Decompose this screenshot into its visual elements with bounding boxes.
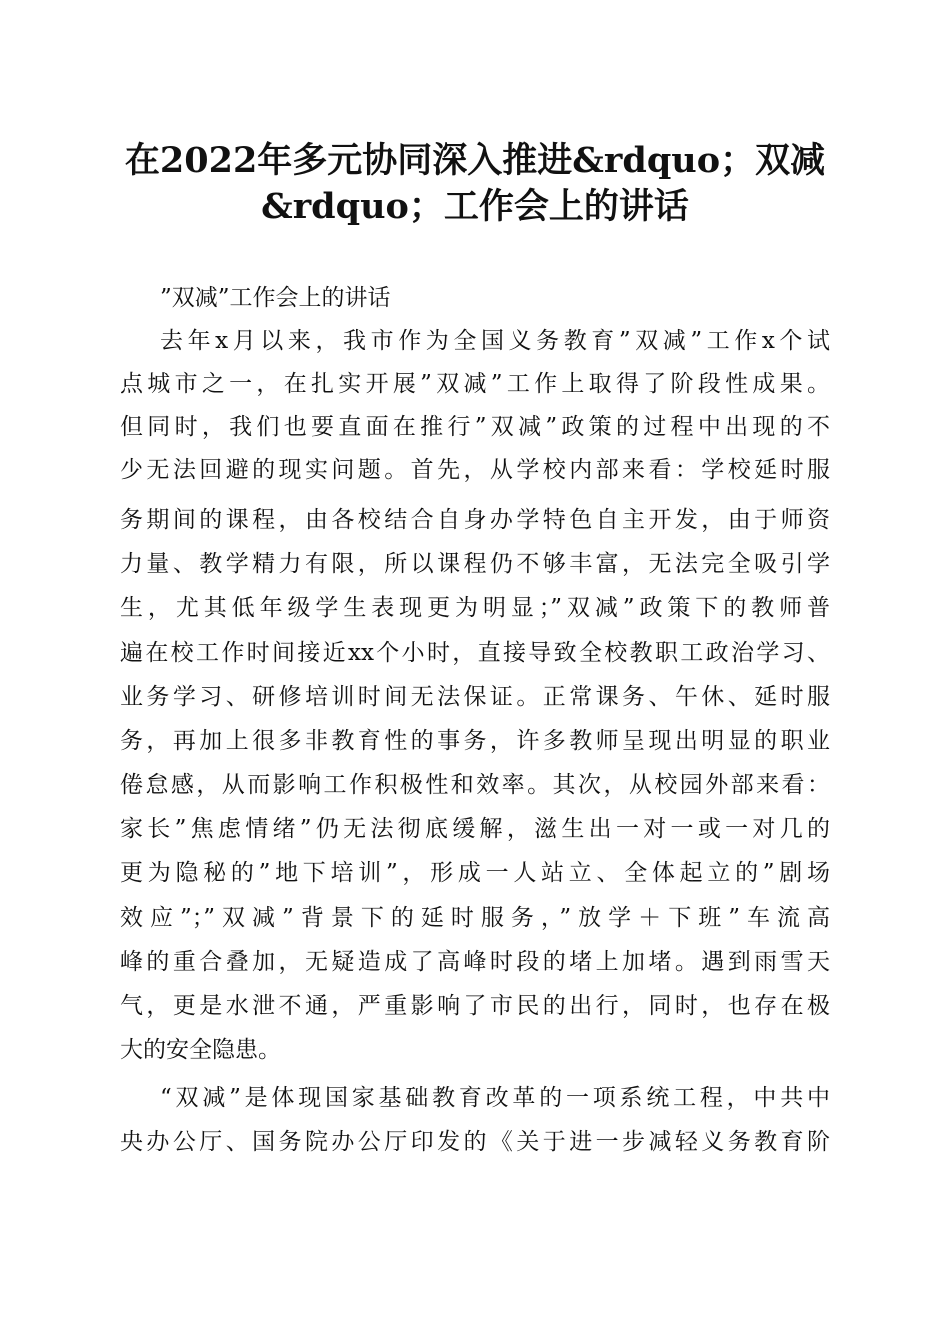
body-line: 家长”焦虑情绪”仍无法彻底缓解，滋生出一对一或一对几的 <box>120 816 830 842</box>
body-line: 气，更是水泄不通，严重影响了市民的出行，同时，也存在极 <box>120 993 830 1019</box>
body-line: “双减”是体现国家基础教育改革的一项系统工程，中共中 <box>160 1085 830 1111</box>
body-line: ”双减”工作会上的讲话 <box>160 285 391 311</box>
body-line: 遍在校工作时间接近xx个小时，直接导致全校教职工政治学习、 <box>120 640 830 666</box>
document-title-line-1: 在2022年多元协同深入推进&rdquo；双减 <box>124 140 826 181</box>
body-line: 大的安全隐患。 <box>120 1037 281 1063</box>
body-line: 更为隐秘的”地下培训”，形成一人站立、全体起立的”剧场 <box>120 860 830 886</box>
body-line: 生，尤其低年级学生表现更为明显；”双减”政策下的教师普 <box>120 595 830 621</box>
body-line: 央办公厅、国务院办公厅印发的《关于进一步减轻义务教育阶 <box>120 1129 830 1155</box>
body-line: 务，再加上很多非教育性的事务，许多教师呈现出明显的职业 <box>120 728 830 754</box>
body-line: 去年x月以来，我市作为全国义务教育”双减”工作x个试 <box>160 328 830 354</box>
body-line: 务期间的课程，由各校结合自身办学特色自主开发，由于师资 <box>120 507 830 533</box>
body-line: 效应”；”双减”背景下的延时服务，”放学＋下班”车流高 <box>120 905 830 931</box>
body-line: 力量、教学精力有限，所以课程仍不够丰富，无法完全吸引学 <box>120 551 830 577</box>
body-line: 点城市之一，在扎实开展”双减”工作上取得了阶段性成果。 <box>120 371 830 397</box>
body-line: 业务学习、研修培训时间无法保证。正常课务、午休、延时服 <box>120 684 830 710</box>
body-line: 少无法回避的现实问题。首先，从学校内部来看：学校延时服 <box>120 457 830 483</box>
body-line: 倦怠感，从而影响工作积极性和效率。其次，从校园外部来看： <box>120 772 830 798</box>
body-line: 峰的重合叠加，无疑造成了高峰时段的堵上加堵。遇到雨雪天 <box>120 949 830 975</box>
body-line: 但同时，我们也要直面在推行”双减”政策的过程中出现的不 <box>120 414 830 440</box>
document-title-line-2: &rdquo；工作会上的讲话 <box>261 186 689 227</box>
